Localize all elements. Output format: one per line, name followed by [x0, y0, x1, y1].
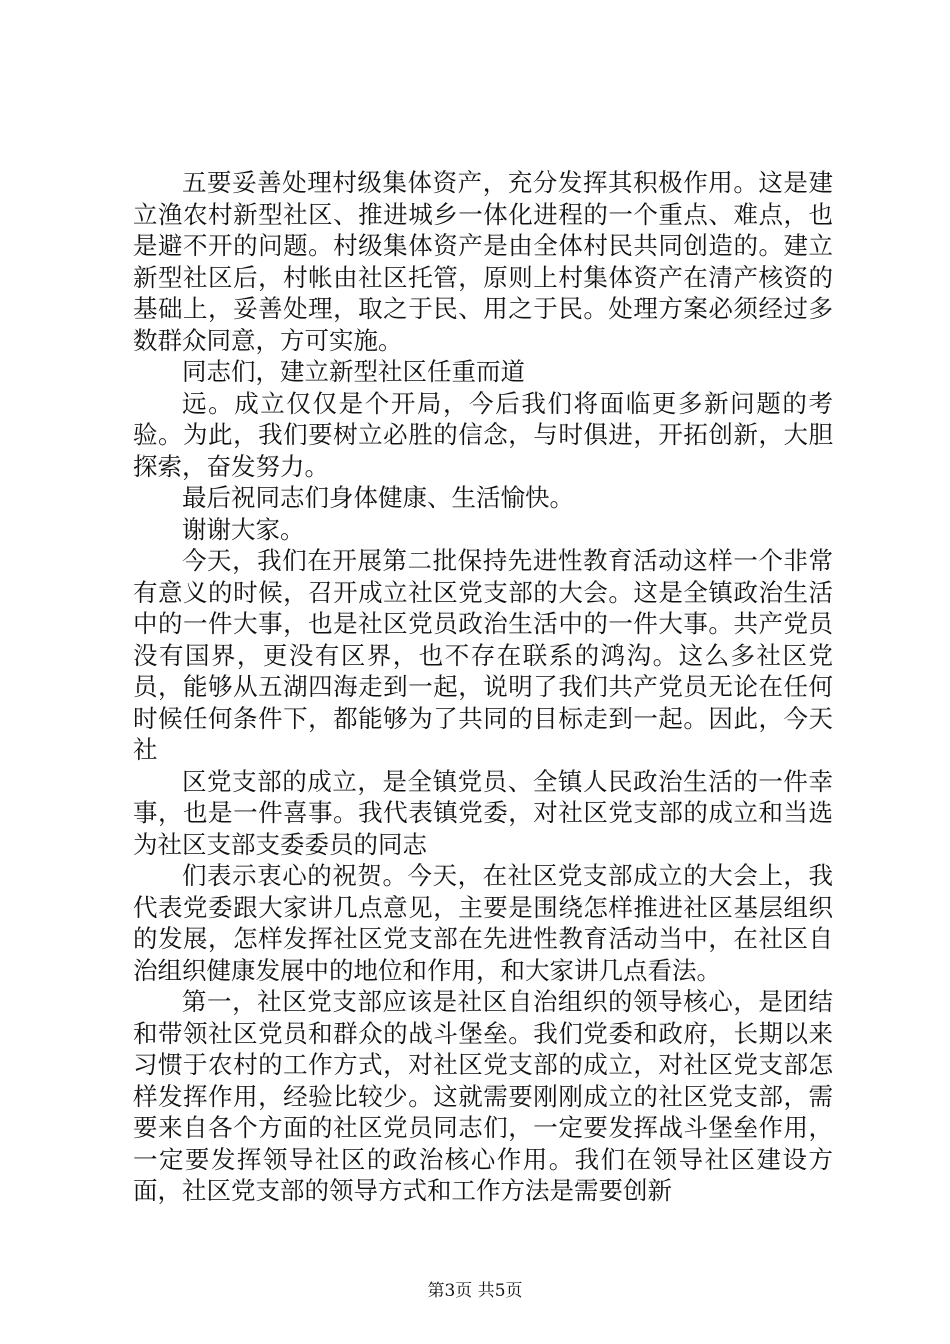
paragraph-best-wishes: 最后祝同志们身体健康、生活愉快。	[182, 483, 574, 512]
paragraph-thanks: 谢谢大家。	[182, 514, 305, 544]
paragraph-comrades: 同志们，建立新型社区任重而道	[182, 357, 525, 386]
document-body	[133, 167, 833, 1207]
page-number-footer: 第3页 共5页	[427, 1281, 523, 1301]
paragraph-first-point: 第一，社区党支部应该是社区自治组织的领导核心，是团结和带领社区党员和群众的战斗堡垒。我们党委和政府，长期以来习惯于农村的工作方式，对社区党支部的成立，对社区党支部怎样发挥作用，经验比较少。这就需要刚刚成立的社区党支部，需要来自各个方面的社区党员同志们，一定要发挥战斗堡垒作用，一定要发挥领导社区的政治核心作用。我们在领导社区建设方面，社区党支部的领导方式和工作方法是需要创新	[133, 987, 833, 1205]
paragraph-collective-assets: 五要妥善处理村级集体资产，充分发挥其积极作用。这是建立渔农村新型社区、推进城乡一体化进程的一个重点、难点，也是避不开的问题。村级集体资产是由全体村民共同创造的。建立新型社区后，村帐由社区托管，原则上村集体资产在清产核资的基础上，妥善处理，取之于民、用之于民。处理方案必须经过多数群众同意，方可实施。	[133, 168, 833, 355]
paragraph-branch-established: 区党支部的成立，是全镇党员、全镇人民政治生活的一件幸事，也是一件喜事。我代表镇党委，对社区党支部的成立和当选为社区支部支委委员的同志	[133, 766, 833, 859]
paragraph-congratulations: 们表示衷心的祝贺。今天，在社区党支部成立的大会上，我代表党委跟大家讲几点意见，主要是围绕怎样推进社区基层组织的发展，怎样发挥社区党支部在先进性教育活动当中，在社区自治组织健康发展中的地位和作用，和大家讲几点看法。	[133, 861, 833, 985]
paragraph-today-meeting: 今天，我们在开展第二批保持先进性教育活动这样一个非常有意义的时候，召开成立社区党支部的大会。这是全镇政治生活中的一件大事，也是社区党员政治生活中的一件大事。共产党员没有国界，更没有区界，也不存在联系的鸿沟。这么多社区党员，能够从五湖四海走到一起，说明了我们共产党员无论在任何时候任何条件下，都能够为了共同的目标走到一起。因此，今天社	[133, 546, 833, 764]
paragraph-road-ahead: 远。成立仅仅是个开局，今后我们将面临更多新问题的考验。为此，我们要树立必胜的信念，与时俱进，开拓创新，大胆探索，奋发努力。	[133, 388, 833, 481]
